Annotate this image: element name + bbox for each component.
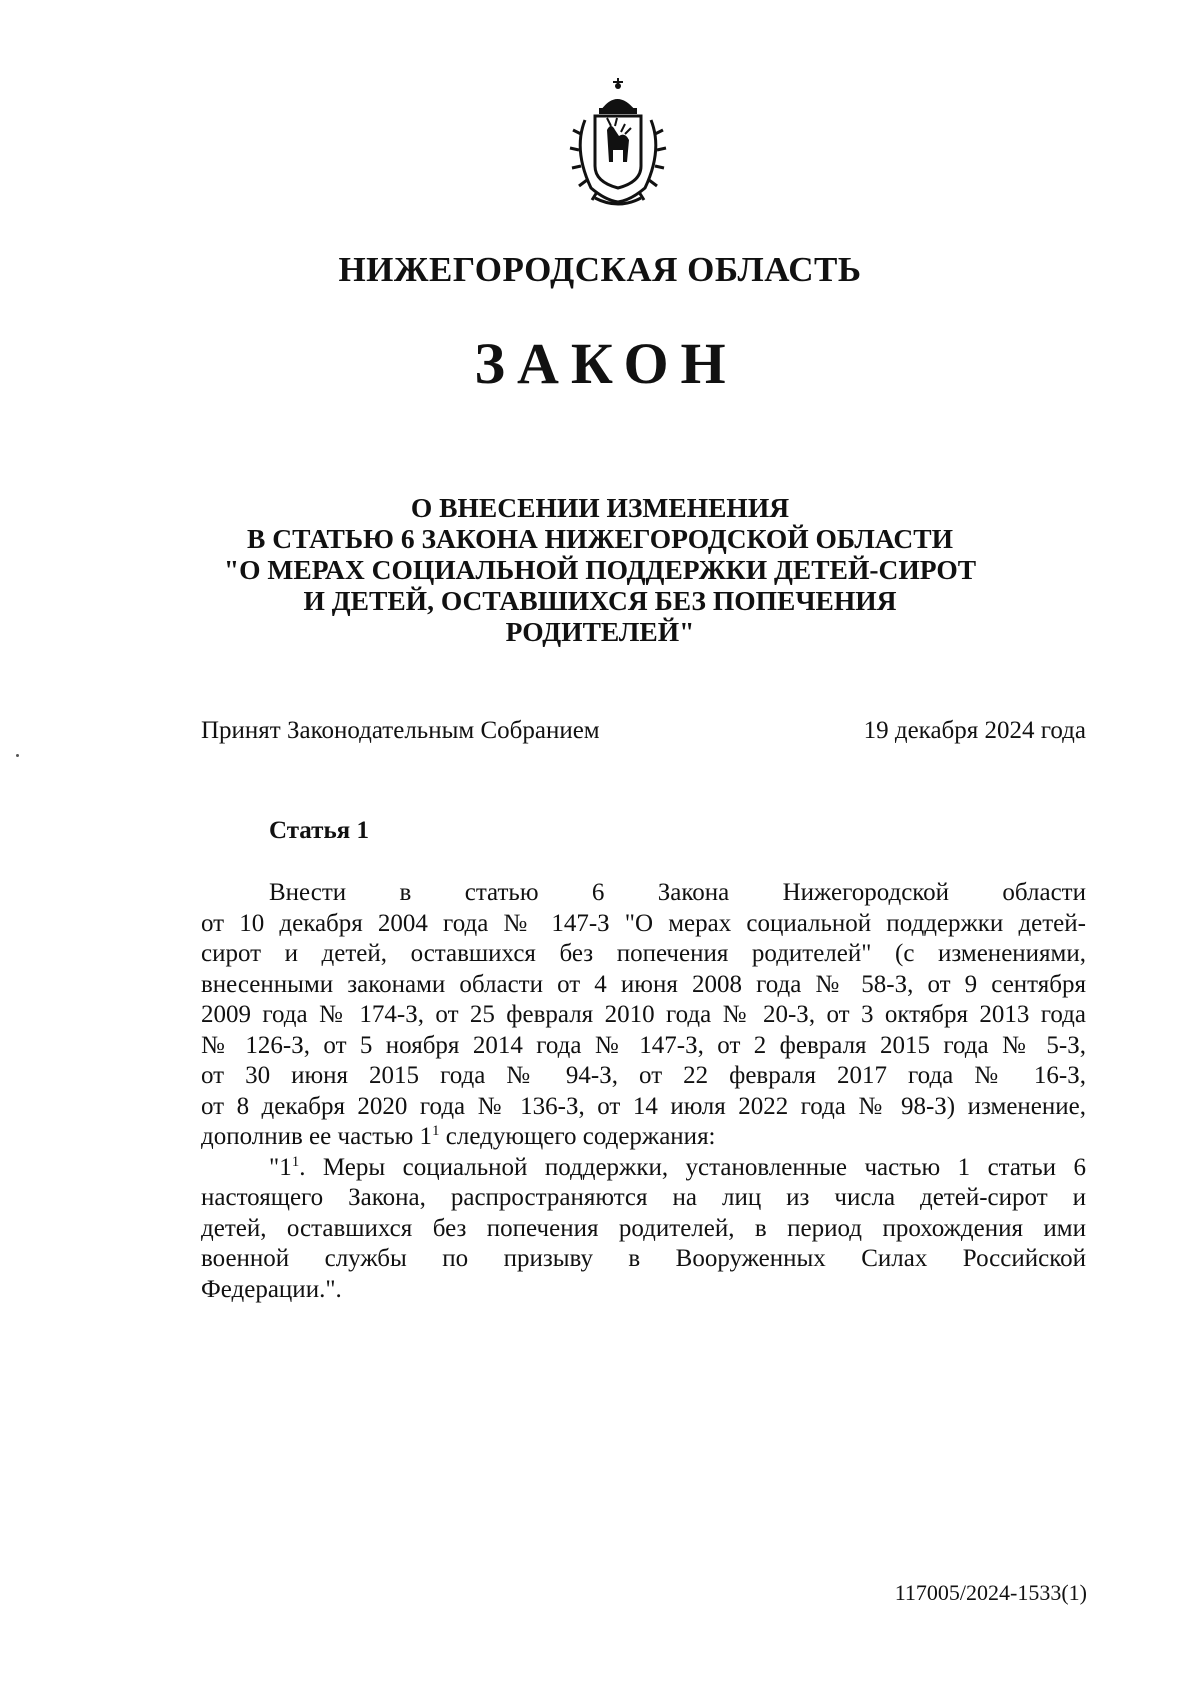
region-title: НИЖЕГОРОДСКАЯ ОБЛАСТЬ bbox=[338, 250, 862, 289]
text-fragment: следующего содержания: bbox=[439, 1123, 716, 1150]
paragraph bbox=[201, 1153, 1086, 1306]
superscript: 1 bbox=[291, 1153, 300, 1170]
paragraph bbox=[201, 878, 1086, 1153]
text-fragment: "1 bbox=[269, 1153, 292, 1181]
text-line: детей, оставшихся без попечения родителей, в период прохождения ими bbox=[201, 1214, 1086, 1242]
article-heading: Статья 1 bbox=[269, 817, 369, 844]
text-line: настоящего Закона, распространяются на лиц из числа детей-сирот и bbox=[201, 1184, 1086, 1211]
law-title-line: И ДЕТЕЙ, ОСТАВШИХСЯ БЕЗ ПОПЕЧЕНИЯ bbox=[303, 585, 897, 616]
article-body bbox=[201, 878, 1086, 1305]
adoption-date: 19 декабря 2024 года bbox=[863, 717, 1086, 744]
law-title-line: О ВНЕСЕНИИ ИЗМЕНЕНИЯ bbox=[410, 492, 790, 523]
text-fragment: дополнив ее частью 1 bbox=[201, 1123, 433, 1150]
text-fragment: . Меры социальной поддержки, установленные частью 1 статьи 6 bbox=[299, 1153, 1086, 1181]
text-line: сирот и детей, оставшихся без попечения родителей" (с изменениями, bbox=[201, 940, 1086, 967]
text-line: № 126-З, от 5 ноября 2014 года № 147-З, от 2 февраля 2015 года № 5-З, bbox=[201, 1031, 1086, 1059]
adoption-line bbox=[201, 717, 1086, 745]
law-title-line: В СТАТЬЮ 6 ЗАКОНА НИЖЕГОРОДСКОЙ ОБЛАСТИ bbox=[247, 523, 953, 554]
text-line: от 8 декабря 2020 года № 136-З, от 14 июля 2022 года № 98-З) изменение, bbox=[201, 1092, 1086, 1120]
text-line: Федерации.". bbox=[201, 1275, 342, 1303]
law-title-line: "О МЕРАХ СОЦИАЛЬНОЙ ПОДДЕРЖКИ ДЕТЕЙ-СИРОТ bbox=[223, 554, 977, 585]
text-line bbox=[201, 1153, 1086, 1184]
text-line: внесенными законами области от 4 июня 2008 года № 58-З, от 9 сентября bbox=[201, 970, 1086, 998]
text-line: от 30 июня 2015 года № 94-З, от 22 февраля 2017 года № 16-З, bbox=[201, 1062, 1086, 1089]
law-title bbox=[0, 492, 1200, 647]
text-line: военной службы по призыву в Вооруженных Силах Российской bbox=[201, 1245, 1086, 1272]
adopted-by: Принят Законодательным Собранием bbox=[201, 717, 600, 744]
coat-of-arms-icon bbox=[555, 70, 680, 210]
registration-number: 117005/2024-1533(1) bbox=[894, 1580, 1087, 1605]
law-title-line: РОДИТЕЛЕЙ" bbox=[505, 616, 695, 647]
text-line: от 10 декабря 2004 года № 147-З "О мерах социальной поддержки детей- bbox=[201, 909, 1086, 937]
text-line bbox=[201, 1122, 1086, 1153]
superscript: 1 bbox=[432, 1123, 440, 1139]
text-line: Внести в статью 6 Закона Нижегородской области bbox=[269, 879, 1086, 906]
scan-artifact bbox=[16, 754, 19, 757]
document-type: ЗАКОН bbox=[474, 331, 738, 396]
text-line: 2009 года № 174-З, от 25 февраля 2010 года № 20-З, от 3 октября 2013 года bbox=[201, 1001, 1086, 1028]
